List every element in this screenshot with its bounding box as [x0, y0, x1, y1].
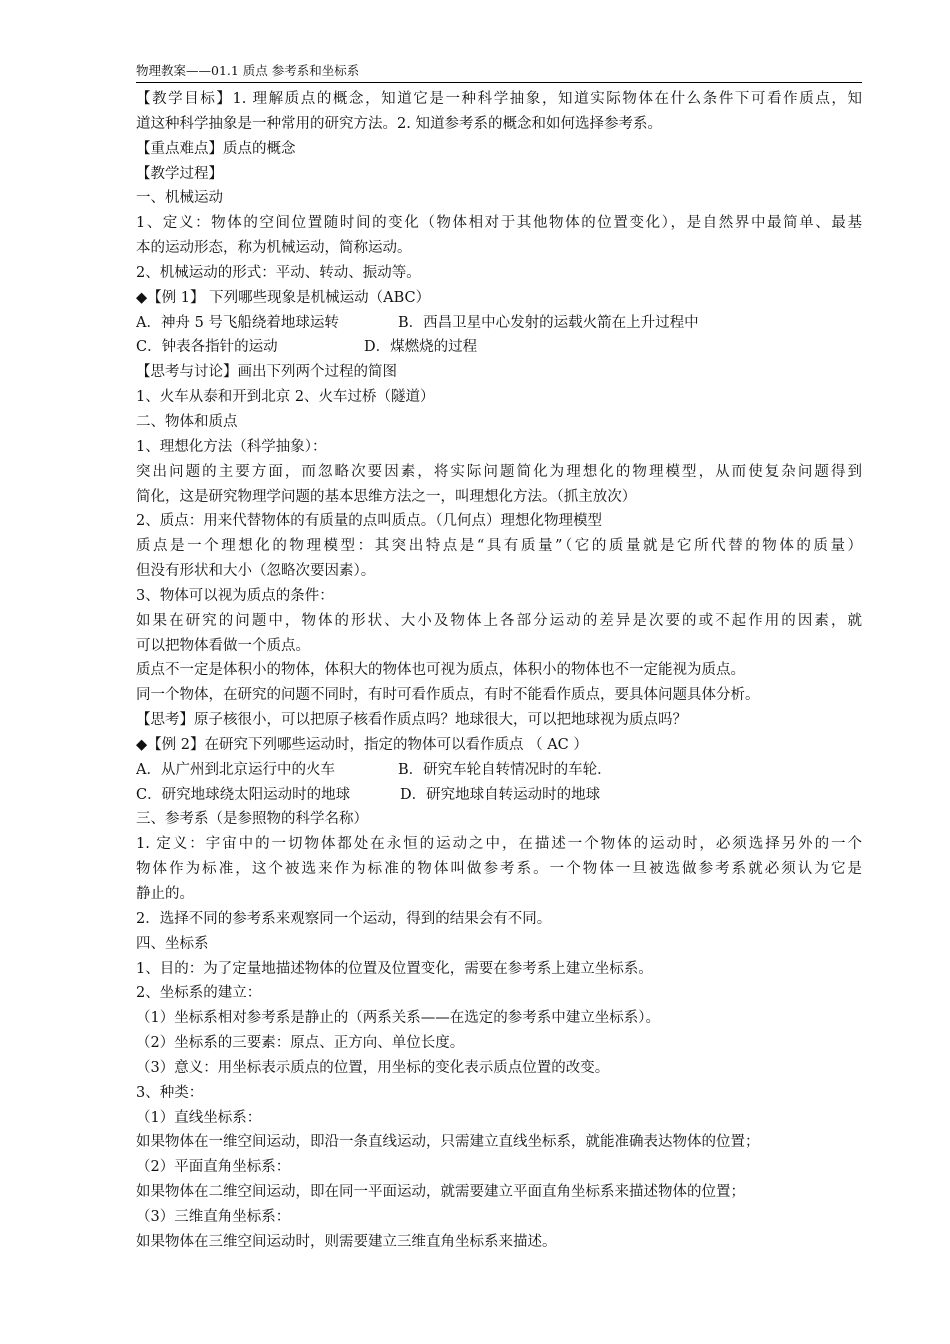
document-page: [136, 62, 862, 1255]
document-body: [136, 87, 862, 1255]
particle-size-note: 质点不一定是体积小的物体，体积大的物体也可视为质点，体积小的物体也不一定能视为质点。: [136, 662, 745, 679]
process-heading: 【教学过程】: [136, 165, 223, 182]
example-2-option-d: D．研究地球自转运动时的地球: [400, 786, 601, 803]
coordinate-setup-3: （3）意义：用坐标表示质点的位置，用坐标的变化表示质点位置的改变。: [136, 1059, 610, 1076]
particle-conditions-line-2: 可以把物体看做一个质点。: [136, 637, 310, 654]
objectives-line-2: 道这种科学抽象是一种常用的研究方法。2. 知道参考系的概念和如何选择参考系。: [136, 115, 662, 132]
linear-coordinate-text: 如果物体在一维空间运动，即沿一条直线运动，只需建立直线坐标系，就能准确表达物体的位置；: [136, 1134, 760, 1151]
idealization-line-2: 简化，这是研究物理学问题的基本思维方法之一，叫理想化方法。（抓主放次）: [136, 488, 637, 505]
example-2-option-c: C．研究地球绕太阳运动时的地球: [136, 786, 351, 803]
example-1-options-row-1: [136, 311, 862, 336]
coordinate-setup-1: （1）坐标系相对参考系是静止的（两系关系——在选定的参考系中建立坐标系）。: [136, 1010, 660, 1027]
spatial-coordinate-text: 如果物体在三维空间运动时，则需要建立三维直角坐标系来描述。: [136, 1233, 557, 1250]
linear-coordinate-heading: （1）直线坐标系：: [136, 1109, 262, 1126]
discussion-items: 1、火车从泰和开到北京 2、火车过桥（隧道）: [136, 389, 435, 406]
key-points: 【重点难点】质点的概念: [136, 140, 296, 157]
example-2-question: ◆【例 2】在研究下列哪些运动时，指定的物体可以看作质点 （ AC ）: [136, 736, 588, 753]
planar-coordinate-text: 如果物体在二维空间运动，即在同一平面运动，就需要建立平面直角坐标系来描述物体的位置；: [136, 1184, 745, 1201]
example-1-option-b: B．西昌卫星中心发射的运载火箭在上升过程中: [398, 314, 699, 331]
discussion-heading: 【思考与讨论】画出下列两个过程的简图: [136, 364, 397, 381]
page-header: 物理教案——01.1 质点 参考系和坐标系: [136, 62, 862, 83]
motion-forms: 2、机械运动的形式：平动、转动、振动等。: [136, 264, 421, 281]
section-4-heading: 四、坐标系: [136, 935, 209, 952]
reference-definition-line-2: 物体作为标准，这个被选来作为标准的物体叫做参考系。一个物体一旦被选做参考系就必须认为它是: [136, 861, 862, 878]
section-3-heading: 三、参考系（是参照物的科学名称）: [136, 811, 368, 828]
example-1-option-a: A．神舟 5 号飞船绕着地球运转: [136, 314, 339, 331]
particle-definition: 2、质点：用来代替物体的有质量的点叫质点。（几何点）理想化物理模型: [136, 513, 602, 530]
example-1-question: ◆【例 1】 下列哪些现象是机械运动（ABC）: [136, 289, 431, 306]
idealization-heading: 1、理想化方法（科学抽象）：: [136, 438, 327, 455]
reference-choice: 2．选择不同的参考系来观察同一个运动，得到的结果会有不同。: [136, 910, 552, 927]
example-1-option-d: D．煤燃烧的过程: [364, 339, 478, 356]
section-1-heading: 一、机械运动: [136, 190, 223, 207]
particle-model-line-1: 质点是一个理想化的物理模型：其突出特点是“具有质量”（它的质量就是它所代替的物体的质量）: [136, 538, 862, 555]
reference-definition-line-1: 1. 定义：宇宙中的一切物体都处在永恒的运动之中，在描述一个物体的运动时，必须选择另外的一个: [136, 836, 862, 853]
example-2-options-row-1: [136, 758, 862, 783]
objectives-line-1: 【教学目标】1. 理解质点的概念，知道它是一种科学抽象，知道实际物体在什么条件下可看作质点，知: [136, 91, 862, 107]
example-2-options-row-2: [136, 783, 862, 808]
coordinate-setup-heading: 2、坐标系的建立：: [136, 985, 262, 1002]
coordinate-purpose: 1、目的：为了定量地描述物体的位置及位置变化，需要在参考系上建立坐标系。: [136, 960, 653, 977]
particle-model-line-2: 但没有形状和大小（忽略次要因素）。: [136, 563, 376, 580]
example-2-option-b: B．研究车轮自转情况时的车轮．: [398, 761, 612, 778]
example-1-options-row-2: [136, 335, 862, 360]
think-question: 【思考】原子核很小，可以把原子核看作质点吗？地球很大，可以把地球视为质点吗？: [136, 712, 687, 729]
particle-conditions-heading: 3、物体可以视为质点的条件：: [136, 587, 334, 604]
section-2-heading: 二、物体和质点: [136, 413, 238, 430]
planar-coordinate-heading: （2）平面直角坐标系：: [136, 1159, 291, 1176]
coordinate-types-heading: 3、种类：: [136, 1084, 204, 1101]
particle-context-note: 同一个物体，在研究的问题不同时，有时可看作质点，有时不能看作质点，要具体问题具体分析。: [136, 687, 760, 704]
coordinate-setup-2: （2）坐标系的三要素：原点、正方向、单位长度。: [136, 1035, 465, 1052]
idealization-line-1: 突出问题的主要方面，而忽略次要因素，将实际问题简化为理想化的物理模型，从而使复杂问题得到: [136, 463, 862, 480]
definition-line-1: 1、定义：物体的空间位置随时间的变化（物体相对于其他物体的位置变化），是自然界中最简单、最基: [136, 215, 862, 232]
example-2-option-a: A．从广州到北京运行中的火车: [136, 761, 335, 778]
particle-conditions-line-1: 如果在研究的问题中，物体的形状、大小及物体上各部分运动的差异是次要的或不起作用的因素，就: [136, 612, 862, 629]
definition-line-2: 本的运动形态，称为机械运动，简称运动。: [136, 240, 412, 257]
reference-definition-line-3: 静止的。: [136, 886, 194, 902]
spatial-coordinate-heading: （3）三维直角坐标系：: [136, 1208, 291, 1225]
example-1-option-c: C．钟表各指针的运动: [136, 339, 278, 356]
